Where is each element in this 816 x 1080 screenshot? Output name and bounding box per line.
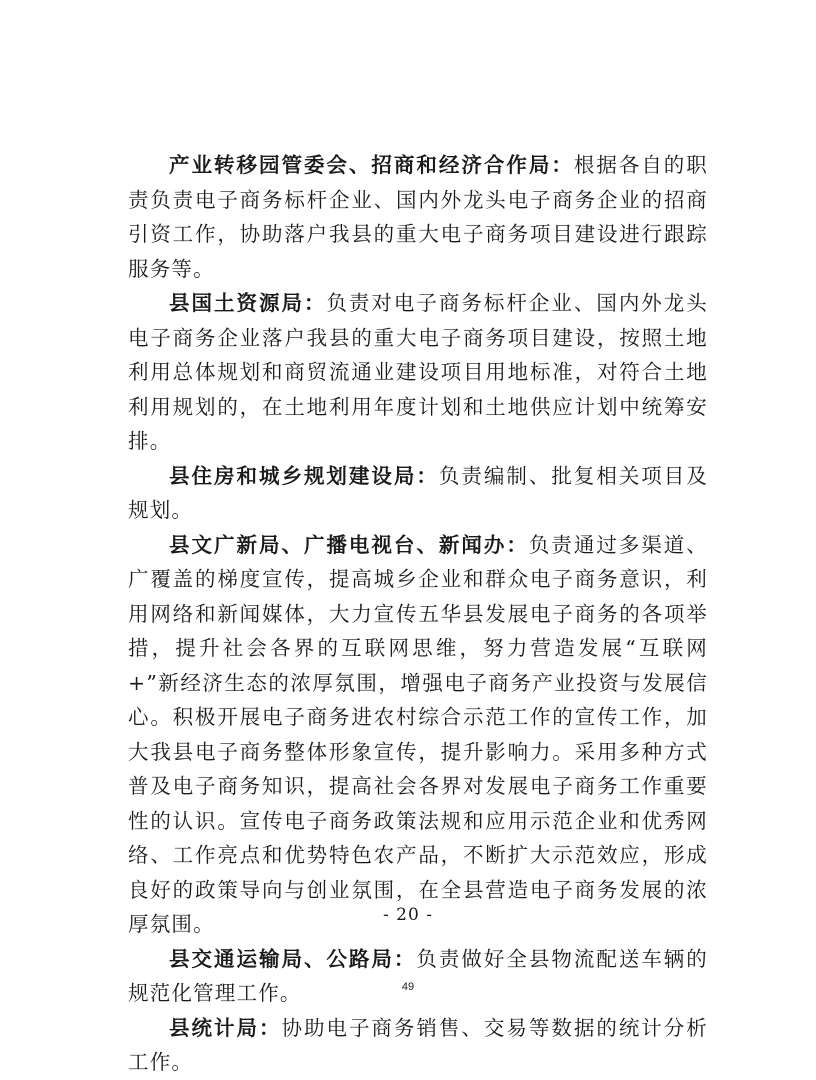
paragraph-lead: 县住房和城乡规划建设局： — [169, 463, 439, 488]
paragraph-housing-planning — [128, 459, 708, 528]
paragraph-lead: 县交通运输局、公路局： — [169, 946, 417, 971]
paragraph-lead: 县统计局： — [169, 1015, 282, 1040]
paragraph-lead: 产业转移园管委会、招商和经济合作局： — [169, 153, 574, 177]
paragraph-land-resources — [128, 286, 708, 459]
paragraph-transport — [128, 942, 708, 1011]
paragraph-culture-broadcast — [128, 528, 708, 942]
paragraph-lead: 县文广新局、广播电视台、新闻办： — [169, 532, 529, 557]
paragraph-text: 协助电子商务销售、交易等数据的统计分析工作。 — [128, 1015, 709, 1074]
paragraph-statistics — [128, 1011, 708, 1080]
paragraph-text: 负责对电子商务标杆企业、国内外龙头电子商务企业落户我县的重大电子商务项目建设，按照土地利用总体规划和商贸流通业建设项目用地标准，对符合土地利用规划的，在土地利用年度计划和土地供应计划中统筹安排。 — [128, 291, 708, 453]
paragraph-text: 负责编制、批复相关项目及规划。 — [128, 463, 708, 522]
paragraph-text: 负责通过多渠道、广覆盖的梯度宣传，提高城乡企业和群众电子商务意识，利用网络和新闻媒体，大力宣传五华县发展电子商务的各项举措，提升社会各界的互联网思维，努力营造发展“互联网+”新经济生态的浓厚氛围，增强电子商务产业投资与发展信心。积极开展电子商务进农村综合示范工作的宣传工作，加大我县电子商务整体形象宣传，提升影响力。采用多种方式普及电子商务知识，提高社会各界对发展电子商务工作重要性的认识。宣传电子商务政策法规和应用示范企业和优秀网络、工作亮点和优势特色农产品，不断扩大示范效应，形成良好的政策导向与创业氛围，在全县营造电子商务发展的浓厚氛围。 — [128, 532, 708, 936]
scan-page-number: 49 — [401, 981, 415, 993]
paragraph-lead: 县国土资源局： — [169, 291, 327, 315]
paragraph-text: 负责做好全县物流配送车辆的规范化管理工作。 — [128, 946, 708, 1005]
document-body — [128, 148, 708, 1080]
paragraph-text: 根据各自的职责负责电子商务标杆企业、国内外龙头电子商务企业的招商引资工作，协助落户我县的重大电子商务项目建设进行跟踪服务等。 — [128, 153, 708, 281]
page-number: - 20 - — [383, 905, 433, 925]
paragraph-industrial-park — [128, 148, 708, 286]
